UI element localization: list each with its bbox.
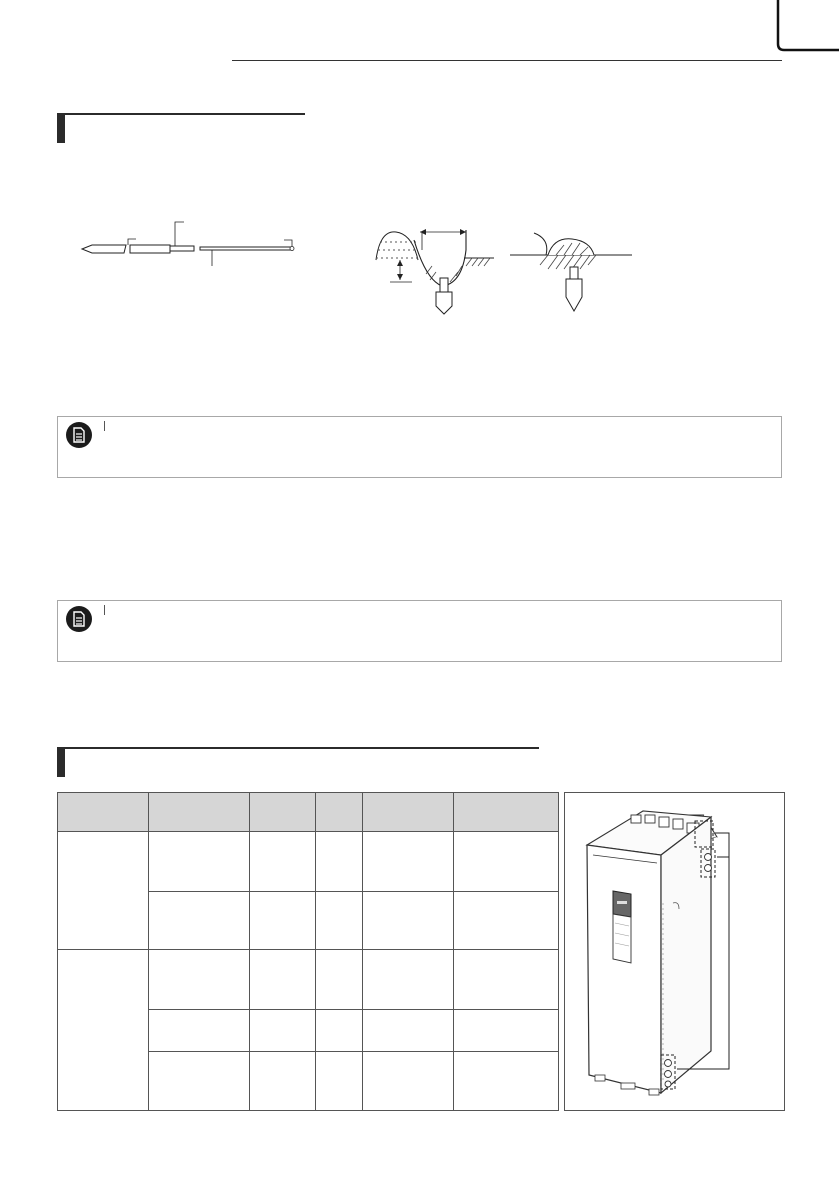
table-cell (454, 1010, 559, 1052)
table-header-row (58, 793, 559, 832)
heat-pump-unit-illustration (565, 793, 784, 1110)
table-cell (316, 950, 363, 1010)
section-heading-rule (57, 747, 539, 749)
table-header-cell (250, 793, 316, 832)
document-note-icon (66, 606, 92, 632)
table-cell (363, 1052, 454, 1111)
table-row (58, 832, 559, 892)
header-rule (232, 60, 782, 61)
table-header-cell (58, 793, 149, 832)
ground-section-illustration-left (366, 220, 496, 315)
table-cell (363, 1010, 454, 1052)
table-cell (316, 892, 363, 950)
table-cell (454, 950, 559, 1010)
table-cell (363, 950, 454, 1010)
spec-table (57, 792, 559, 1111)
unit-illustration-frame (564, 792, 785, 1111)
table-group-cell (58, 832, 149, 950)
table-cell (363, 892, 454, 950)
section-heading-bar (57, 113, 65, 143)
table-header-cell (316, 793, 363, 832)
table-cell (149, 950, 250, 1010)
table-cell (316, 1052, 363, 1111)
table-cell (149, 1010, 250, 1052)
table-cell (454, 832, 559, 892)
table-cell (149, 832, 250, 892)
ground-section-illustration-right (510, 225, 635, 315)
table-cell (316, 832, 363, 892)
table-cell (250, 950, 316, 1010)
table-header-cell (454, 793, 559, 832)
table-cell (250, 892, 316, 950)
note-title-tick (104, 421, 105, 431)
pipe-tool-illustration (78, 218, 303, 266)
table-cell (250, 832, 316, 892)
table-cell (363, 832, 454, 892)
table-cell (149, 1052, 250, 1111)
section-heading-bar (57, 747, 65, 777)
table-row (58, 950, 559, 1010)
table-cell (316, 1010, 363, 1052)
table-cell (250, 1010, 316, 1052)
section-heading-rule (57, 113, 305, 115)
table-cell (454, 892, 559, 950)
table-cell (250, 1052, 316, 1111)
table-cell (454, 1052, 559, 1111)
note-box (57, 600, 782, 662)
section-heading-1 (57, 113, 307, 143)
table-cell (149, 892, 250, 950)
page-corner-mark (776, 0, 839, 52)
note-title-tick (104, 605, 105, 615)
table-header-cell (363, 793, 454, 832)
table-group-cell (58, 950, 149, 1111)
note-box (57, 416, 782, 478)
table-header-cell (149, 793, 250, 832)
section-heading-2 (57, 747, 542, 777)
document-note-icon (66, 422, 92, 448)
